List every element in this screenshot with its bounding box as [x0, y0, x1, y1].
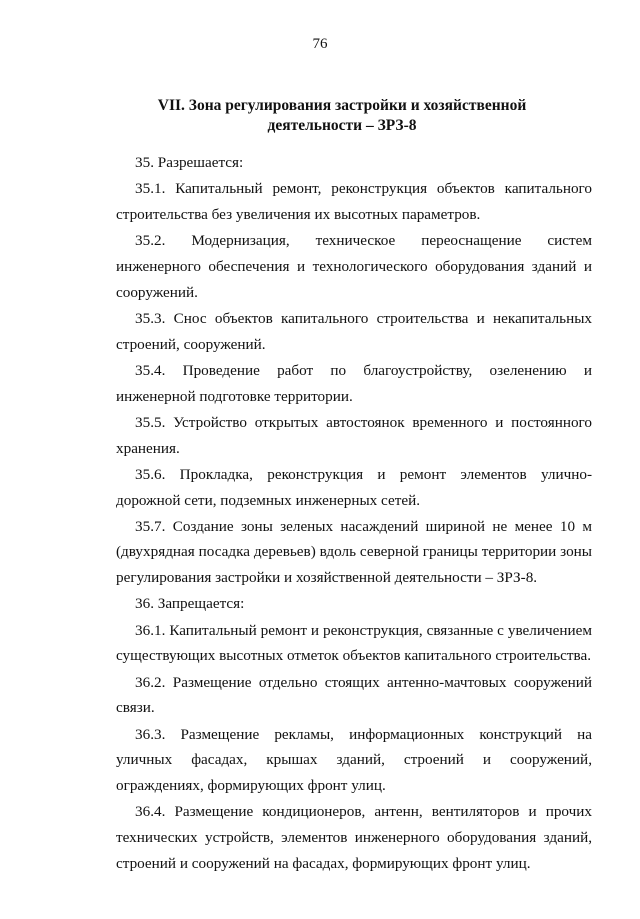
section-title	[112, 96, 572, 136]
paragraph-35-2: 35.2. Модернизация, техническое переоснащение систем инженерного обеспечения и технологического оборудования зданий и сооружений.	[116, 232, 592, 301]
paragraph-35: 35. Разрешается:	[135, 154, 244, 171]
paragraph-36-4: 36.4. Размещение кондиционеров, антенн, вентиляторов и прочих технических устройств, элементов инженерного оборудования зданий, строений и сооружений на фасадах, формирующих фронт улиц.	[116, 803, 592, 872]
paragraph-35-4: 35.4. Проведение работ по благоустройству, озеленению и инженерной подготовке территории.	[116, 361, 592, 405]
section-title-line-2: деятельности – ЗРЗ-8	[267, 117, 417, 134]
paragraph-36: 36. Запрещается:	[135, 595, 245, 613]
paragraph-36-3: 36.3. Размещение рекламы, информационных конструкций на уличных фасадах, крышах зданий, строений и сооружений, ограждениях, формирующих фронт улиц.	[116, 725, 592, 795]
section-title-line-1: VII. Зона регулирования застройки и хозяйственной	[157, 97, 527, 114]
paragraph-36-2: 36.2. Размещение отдельно стоящих антенно-мачтовых сооружений связи.	[116, 673, 592, 717]
paragraph-35-5: 35.5. Устройство открытых автостоянок временного и постоянного хранения.	[116, 413, 592, 457]
page-number: 76	[312, 36, 328, 52]
paragraph-35-6: 35.6. Прокладка, реконструкция и ремонт элементов улично-дорожной сети, подземных инженерных сетей.	[116, 465, 592, 509]
paragraph-35-7: 35.7. Создание зоны зеленых насаждений шириной не менее 10 м (двухрядная посадка деревьев) вдоль северной границы территории зоны регулирования застройки и хозяйственной деятельности – ЗРЗ-8.	[116, 517, 592, 587]
paragraph-35-3: 35.3. Снос объектов капитального строительства и некапитальных строений, сооружений.	[116, 309, 592, 353]
paragraph-35-1: 35.1. Капитальный ремонт, реконструкция объектов капитального строительства без увеличения их высотных параметров.	[116, 180, 592, 223]
paragraph-36-1: 36.1. Капитальный ремонт и реконструкция, связанные с увеличением существующих высотных отметок объектов капитального строительства.	[116, 621, 592, 665]
document-body	[116, 150, 592, 876]
